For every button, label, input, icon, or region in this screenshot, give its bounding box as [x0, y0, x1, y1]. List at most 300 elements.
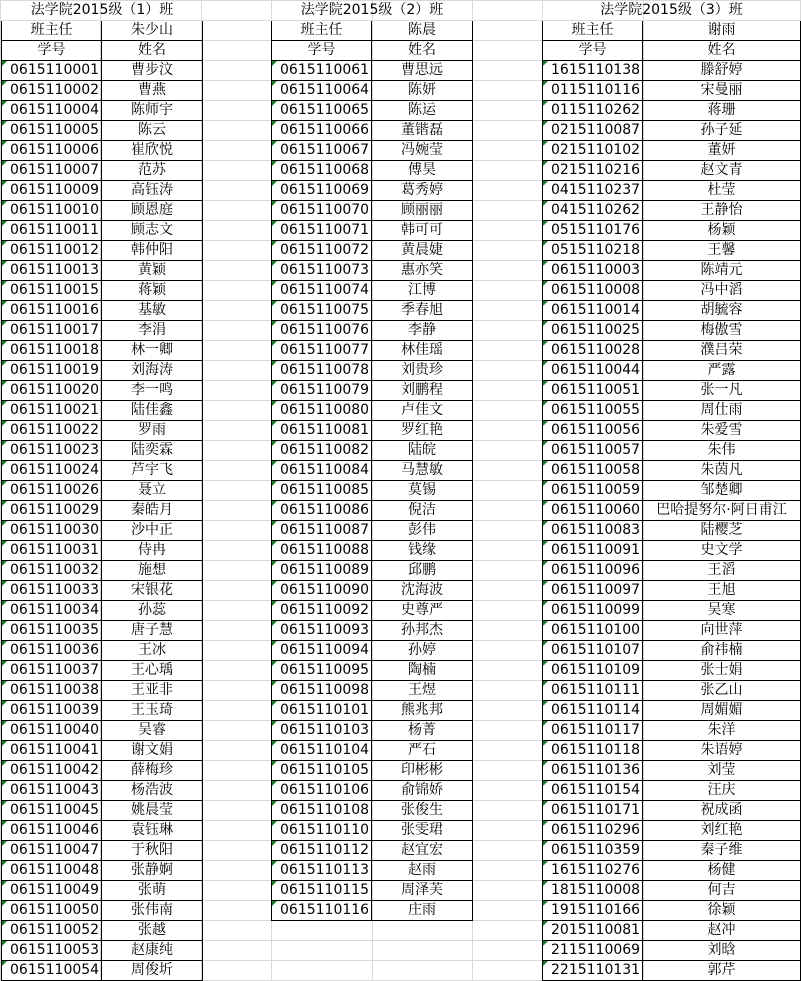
student-id-cell[interactable]: 0615110071	[272, 221, 372, 241]
student-id-cell[interactable]: 0615110072	[272, 241, 372, 261]
student-name-cell[interactable]: 陆佳鑫	[102, 401, 203, 421]
student-id-cell[interactable]: 0615110013	[2, 261, 102, 281]
table-row	[2, 421, 203, 441]
student-name-cell[interactable]: 熊兆邦	[372, 701, 473, 721]
student-name-cell[interactable]: 马慧敏	[372, 461, 473, 481]
student-name-cell[interactable]: 张俊生	[372, 801, 473, 821]
student-name-cell[interactable]: 张静婀	[102, 861, 203, 881]
student-id-cell[interactable]: 0615110136	[543, 761, 643, 781]
student-id-cell[interactable]: 0615110048	[2, 861, 102, 881]
student-id-cell[interactable]: 0615110050	[2, 901, 102, 921]
student-name-cell[interactable]: 王静怡	[643, 201, 801, 221]
student-id-cell[interactable]: 0615110015	[2, 281, 102, 301]
student-name-cell[interactable]: 印彬彬	[372, 761, 473, 781]
student-id-cell[interactable]: 0615110114	[543, 701, 643, 721]
student-name-cell[interactable]: 孙婷	[372, 641, 473, 661]
student-name-cell[interactable]: 陆皖	[372, 441, 473, 461]
table-row	[2, 241, 203, 261]
student-name-cell[interactable]: 刘莹	[643, 761, 801, 781]
student-id-cell[interactable]: 0615110052	[2, 921, 102, 941]
student-name-cell[interactable]: 赵文青	[643, 161, 801, 181]
student-id-cell[interactable]: 0615110096	[543, 561, 643, 581]
student-id-cell[interactable]: 0615110016	[2, 301, 102, 321]
student-name-cell[interactable]: 郭芹	[643, 961, 801, 981]
student-id-cell[interactable]: 0615110012	[2, 241, 102, 261]
student-name-cell[interactable]: 刘贵珍	[372, 361, 473, 381]
student-name-cell[interactable]: 季春旭	[372, 301, 473, 321]
student-id-cell[interactable]: 0615110110	[272, 821, 372, 841]
student-name-cell[interactable]: 朱伟	[643, 441, 801, 461]
student-id-cell[interactable]: 0615110018	[2, 341, 102, 361]
student-id-cell[interactable]: 0615110039	[2, 701, 102, 721]
student-name-cell[interactable]: 崔欣悦	[102, 141, 203, 161]
student-id-cell[interactable]: 0615110083	[543, 521, 643, 541]
student-name-cell[interactable]: 秦子维	[643, 841, 801, 861]
student-id-cell[interactable]: 0615110103	[272, 721, 372, 741]
student-id-cell[interactable]: 0615110067	[272, 141, 372, 161]
student-id-cell[interactable]: 0615110082	[272, 441, 372, 461]
student-id-cell[interactable]: 0615110097	[543, 581, 643, 601]
student-id-cell[interactable]: 0615110084	[272, 461, 372, 481]
student-name-cell[interactable]: 陈妍	[372, 81, 473, 101]
student-name-cell[interactable]: 于秋阳	[102, 841, 203, 861]
student-name-cell[interactable]: 邹楚卿	[643, 481, 801, 501]
student-id-cell[interactable]: 0615110087	[272, 521, 372, 541]
student-name-cell[interactable]: 罗红艳	[372, 421, 473, 441]
student-name-cell[interactable]: 巴哈提努尔·阿日甫江	[643, 501, 801, 521]
table-row	[543, 241, 801, 261]
student-name-cell[interactable]: 庄雨	[372, 901, 473, 921]
student-id-cell[interactable]: 0615110068	[272, 161, 372, 181]
student-name-cell[interactable]: 韩可可	[372, 221, 473, 241]
student-name-cell[interactable]: 薛梅珍	[102, 761, 203, 781]
student-id-cell[interactable]: 0615110074	[272, 281, 372, 301]
student-id-cell[interactable]: 0615110034	[2, 601, 102, 621]
student-name-cell[interactable]: 向世萍	[643, 621, 801, 641]
student-id-cell[interactable]: 0615110073	[272, 261, 372, 281]
student-id-cell[interactable]: 0615110019	[2, 361, 102, 381]
student-id-cell[interactable]: 1815110008	[543, 881, 643, 901]
student-name-cell[interactable]: 姚晨莹	[102, 801, 203, 821]
student-name-cell[interactable]: 刘鹏程	[372, 381, 473, 401]
teacher-name[interactable]: 谢雨	[643, 21, 801, 41]
student-name-cell[interactable]: 侍冉	[102, 541, 203, 561]
student-name-cell[interactable]: 赵雨	[372, 861, 473, 881]
student-name-cell[interactable]: 莫锡	[372, 481, 473, 501]
student-id-cell[interactable]: 0615110112	[272, 841, 372, 861]
student-name-cell[interactable]: 周俊圻	[102, 961, 203, 981]
student-id-cell[interactable]: 0615110023	[2, 441, 102, 461]
student-id-cell[interactable]: 0615110026	[2, 481, 102, 501]
table-row	[2, 961, 203, 981]
student-id-cell[interactable]: 0615110004	[2, 101, 102, 121]
student-name-cell[interactable]: 张一凡	[643, 381, 801, 401]
student-name-cell[interactable]: 周泽芙	[372, 881, 473, 901]
student-name-cell[interactable]: 罗雨	[102, 421, 203, 441]
student-name-cell[interactable]: 赵康纯	[102, 941, 203, 961]
student-name-cell[interactable]: 曹燕	[102, 81, 203, 101]
student-name-cell[interactable]: 林佳瑶	[372, 341, 473, 361]
student-name-cell[interactable]: 顾丽丽	[372, 201, 473, 221]
student-id-cell[interactable]: 0615110094	[272, 641, 372, 661]
student-name-cell[interactable]: 韩仲阳	[102, 241, 203, 261]
student-id-cell[interactable]: 0615110025	[543, 321, 643, 341]
student-name-cell[interactable]: 董妍	[643, 141, 801, 161]
student-id-cell[interactable]: 0615110080	[272, 401, 372, 421]
student-name-cell[interactable]: 陶楠	[372, 661, 473, 681]
table-row	[272, 241, 473, 261]
student-name-cell[interactable]: 王亚非	[102, 681, 203, 701]
student-name-cell[interactable]: 董锴磊	[372, 121, 473, 141]
student-id-cell[interactable]: 0615110011	[2, 221, 102, 241]
student-name-cell[interactable]: 杨健	[643, 861, 801, 881]
student-id-cell[interactable]: 0615110043	[2, 781, 102, 801]
student-name-cell[interactable]: 王玉琦	[102, 701, 203, 721]
student-name-cell[interactable]: 俞祎楠	[643, 641, 801, 661]
student-name-cell[interactable]: 沈海波	[372, 581, 473, 601]
student-name-cell[interactable]: 陈运	[372, 101, 473, 121]
table-row	[2, 921, 203, 941]
student-name-cell[interactable]: 冯中滔	[643, 281, 801, 301]
student-name-cell[interactable]: 严露	[643, 361, 801, 381]
student-name-cell[interactable]: 芦宇飞	[102, 461, 203, 481]
student-id-cell[interactable]: 0615110046	[2, 821, 102, 841]
student-id-cell[interactable]: 0215110087	[543, 121, 643, 141]
student-name-cell[interactable]: 周仕雨	[643, 401, 801, 421]
student-name-cell[interactable]: 陈云	[102, 121, 203, 141]
student-id-cell[interactable]: 2115110069	[543, 941, 643, 961]
student-id-cell[interactable]: 0615110116	[272, 901, 372, 921]
student-id-cell[interactable]: 0615110001	[2, 61, 102, 81]
student-id-cell[interactable]: 1915110166	[543, 901, 643, 921]
student-id-cell[interactable]: 0615110070	[272, 201, 372, 221]
student-name-cell[interactable]: 周媚媚	[643, 701, 801, 721]
student-name-cell[interactable]: 何吉	[643, 881, 801, 901]
student-id-cell[interactable]: 0615110009	[2, 181, 102, 201]
student-id-cell[interactable]: 0615110077	[272, 341, 372, 361]
student-name-cell[interactable]: 孙蕊	[102, 601, 203, 621]
student-id-cell[interactable]: 0415110262	[543, 201, 643, 221]
student-name-cell[interactable]: 宋银花	[102, 581, 203, 601]
student-name-cell[interactable]: 严石	[372, 741, 473, 761]
student-name-cell[interactable]: 李涓	[102, 321, 203, 341]
student-name-cell[interactable]: 倪洁	[372, 501, 473, 521]
student-name-cell[interactable]: 杨浩波	[102, 781, 203, 801]
student-id-cell[interactable]: 0615110007	[2, 161, 102, 181]
student-name-cell[interactable]: 范苏	[102, 161, 203, 181]
student-id-cell[interactable]: 0615110088	[272, 541, 372, 561]
student-id-cell[interactable]: 0615110085	[272, 481, 372, 501]
student-name-cell[interactable]: 胡毓容	[643, 301, 801, 321]
student-name-cell[interactable]: 黄晨婕	[372, 241, 473, 261]
student-id-cell[interactable]: 1615110276	[543, 861, 643, 881]
student-id-cell[interactable]: 0615110035	[2, 621, 102, 641]
student-name-cell[interactable]: 曹步汶	[102, 61, 203, 81]
student-id-cell[interactable]: 0615110056	[543, 421, 643, 441]
student-name-cell[interactable]: 赵宜宏	[372, 841, 473, 861]
student-id-cell[interactable]: 0615110066	[272, 121, 372, 141]
student-name-cell[interactable]: 宋曼丽	[643, 81, 801, 101]
student-id-cell[interactable]: 0615110118	[543, 741, 643, 761]
table-row	[2, 181, 203, 201]
table-row	[543, 281, 801, 301]
student-id-cell[interactable]: 0115110262	[543, 101, 643, 121]
student-id-cell[interactable]: 0615110008	[543, 281, 643, 301]
student-name-cell[interactable]: 李一鸣	[102, 381, 203, 401]
student-id-cell[interactable]: 0615110010	[2, 201, 102, 221]
table-row	[543, 481, 801, 501]
student-id-cell[interactable]: 0615110091	[543, 541, 643, 561]
student-name-cell[interactable]: 孙邦杰	[372, 621, 473, 641]
student-name-cell[interactable]: 顾恩庭	[102, 201, 203, 221]
student-name-cell[interactable]: 秦皓月	[102, 501, 203, 521]
student-id-cell[interactable]: 0615110038	[2, 681, 102, 701]
student-name-cell[interactable]: 王滔	[643, 561, 801, 581]
student-name-cell[interactable]: 邱鹏	[372, 561, 473, 581]
student-id-cell[interactable]: 0415110237	[543, 181, 643, 201]
student-name-cell[interactable]: 李静	[372, 321, 473, 341]
student-name-cell[interactable]: 王馨	[643, 241, 801, 261]
student-id-cell[interactable]: 0615110115	[272, 881, 372, 901]
column-header-row	[272, 41, 473, 61]
student-id-cell[interactable]: 0615110057	[543, 441, 643, 461]
student-id-cell[interactable]: 0615110296	[543, 821, 643, 841]
student-id-cell[interactable]: 0615110093	[272, 621, 372, 641]
student-id-cell[interactable]: 0615110065	[272, 101, 372, 121]
table-row	[272, 641, 473, 661]
student-id-cell[interactable]: 0615110006	[2, 141, 102, 161]
student-id-cell[interactable]: 0615110054	[2, 961, 102, 981]
student-id-cell[interactable]: 0615110031	[2, 541, 102, 561]
student-name-cell[interactable]: 赵冲	[643, 921, 801, 941]
student-id-cell[interactable]: 2015110081	[543, 921, 643, 941]
student-name-cell[interactable]: 史文学	[643, 541, 801, 561]
student-name-cell[interactable]: 史尊严	[372, 601, 473, 621]
student-id-cell[interactable]: 0615110109	[543, 661, 643, 681]
student-name-cell[interactable]: 张乙山	[643, 681, 801, 701]
teacher-name[interactable]: 朱少山	[102, 21, 203, 41]
teacher-label: 班主任	[543, 21, 643, 41]
student-name-cell[interactable]: 孙子延	[643, 121, 801, 141]
student-name-cell[interactable]: 唐子慧	[102, 621, 203, 641]
student-name-cell[interactable]: 王心瑀	[102, 661, 203, 681]
student-name-cell[interactable]: 濮吕荣	[643, 341, 801, 361]
student-id-cell[interactable]: 0615110098	[272, 681, 372, 701]
student-name-cell[interactable]: 徐颖	[643, 901, 801, 921]
student-name-cell[interactable]: 陈师宇	[102, 101, 203, 121]
student-name-cell[interactable]: 施想	[102, 561, 203, 581]
student-name-cell[interactable]: 高钰涛	[102, 181, 203, 201]
student-name-cell[interactable]: 王冰	[102, 641, 203, 661]
student-name-cell[interactable]: 江博	[372, 281, 473, 301]
student-id-cell[interactable]: 0615110044	[543, 361, 643, 381]
student-name-cell[interactable]: 黄颖	[102, 261, 203, 281]
student-name-cell[interactable]: 杜莹	[643, 181, 801, 201]
student-id-cell[interactable]: 0215110216	[543, 161, 643, 181]
student-id-cell[interactable]: 0615110017	[2, 321, 102, 341]
student-id-cell[interactable]: 0615110099	[543, 601, 643, 621]
student-id-cell[interactable]: 0615110037	[2, 661, 102, 681]
student-id-cell[interactable]: 0615110069	[272, 181, 372, 201]
table-row	[543, 721, 801, 741]
student-name-cell[interactable]: 朱爱雪	[643, 421, 801, 441]
student-name-cell[interactable]: 俞锦娇	[372, 781, 473, 801]
student-name-cell[interactable]: 林一卿	[102, 341, 203, 361]
student-id-cell[interactable]: 0615110105	[272, 761, 372, 781]
student-id-cell[interactable]: 0615110003	[543, 261, 643, 281]
student-id-cell[interactable]: 0615110090	[272, 581, 372, 601]
student-name-cell[interactable]: 聂立	[102, 481, 203, 501]
student-name-cell[interactable]: 曹思远	[372, 61, 473, 81]
student-name-cell[interactable]: 傅昊	[372, 161, 473, 181]
student-id-cell[interactable]: 0615110060	[543, 501, 643, 521]
student-id-cell[interactable]: 0615110107	[543, 641, 643, 661]
student-id-cell[interactable]: 0615110106	[272, 781, 372, 801]
student-name-cell[interactable]: 谢文娟	[102, 741, 203, 761]
student-name-cell[interactable]: 陆奕霖	[102, 441, 203, 461]
table-row	[543, 261, 801, 281]
student-id-cell[interactable]: 0615110053	[2, 941, 102, 961]
student-name-cell[interactable]: 蒋颖	[102, 281, 203, 301]
student-id-cell[interactable]: 0615110045	[2, 801, 102, 821]
student-id-cell[interactable]: 0615110047	[2, 841, 102, 861]
student-id-cell[interactable]: 0515110176	[543, 221, 643, 241]
student-id-cell[interactable]: 0615110002	[2, 81, 102, 101]
student-name-cell[interactable]: 袁钰琳	[102, 821, 203, 841]
student-id-cell[interactable]: 0615110111	[543, 681, 643, 701]
class-1-roster	[1, 0, 203, 981]
student-id-cell[interactable]: 0615110101	[272, 701, 372, 721]
student-id-cell[interactable]: 0615110014	[543, 301, 643, 321]
student-id-cell[interactable]: 0615110089	[272, 561, 372, 581]
student-id-cell[interactable]: 0615110055	[543, 401, 643, 421]
student-name-cell[interactable]: 彭伟	[372, 521, 473, 541]
student-id-cell[interactable]: 0615110059	[543, 481, 643, 501]
student-name-cell[interactable]: 朱语婷	[643, 741, 801, 761]
student-id-cell[interactable]: 0615110061	[272, 61, 372, 81]
student-id-cell[interactable]: 0615110092	[272, 601, 372, 621]
student-name-cell[interactable]: 葛秀婷	[372, 181, 473, 201]
student-name-cell[interactable]: 卢佳文	[372, 401, 473, 421]
student-name-cell[interactable]: 刘红艳	[643, 821, 801, 841]
table-row	[543, 501, 801, 521]
student-name-cell[interactable]: 张萌	[102, 881, 203, 901]
student-id-cell[interactable]: 0615110108	[272, 801, 372, 821]
student-name-cell[interactable]: 杨菁	[372, 721, 473, 741]
student-id-cell[interactable]: 0615110030	[2, 521, 102, 541]
table-row	[272, 381, 473, 401]
student-name-cell[interactable]: 吴睿	[102, 721, 203, 741]
student-name-cell[interactable]: 钱缘	[372, 541, 473, 561]
student-id-cell[interactable]: 0615110024	[2, 461, 102, 481]
student-name-cell[interactable]: 朱洋	[643, 721, 801, 741]
student-name-cell[interactable]: 梅傲雪	[643, 321, 801, 341]
student-id-cell[interactable]: 0615110020	[2, 381, 102, 401]
student-name-cell[interactable]: 冯婉莹	[372, 141, 473, 161]
student-name-cell[interactable]: 王旭	[643, 581, 801, 601]
student-name-cell[interactable]: 刘晗	[643, 941, 801, 961]
student-id-cell[interactable]: 0615110032	[2, 561, 102, 581]
student-name-cell[interactable]: 汪庆	[643, 781, 801, 801]
table-row	[272, 321, 473, 341]
table-row	[543, 701, 801, 721]
student-id-cell[interactable]: 0615110036	[2, 641, 102, 661]
student-id-cell[interactable]: 0615110113	[272, 861, 372, 881]
student-name-cell[interactable]: 陆樱芝	[643, 521, 801, 541]
student-id-cell[interactable]: 0615110075	[272, 301, 372, 321]
student-id-cell[interactable]: 0615110058	[543, 461, 643, 481]
table-row	[272, 601, 473, 621]
table-row	[2, 561, 203, 581]
student-id-cell[interactable]: 0615110171	[543, 801, 643, 821]
student-id-cell[interactable]: 1615110138	[543, 61, 643, 81]
student-id-cell[interactable]: 2215110131	[543, 961, 643, 981]
student-id-cell[interactable]: 0615110028	[543, 341, 643, 361]
student-name-cell[interactable]: 张越	[102, 921, 203, 941]
student-id-cell[interactable]: 0615110042	[2, 761, 102, 781]
student-id-cell[interactable]: 0615110154	[543, 781, 643, 801]
student-name-cell[interactable]: 顾志文	[102, 221, 203, 241]
teacher-name[interactable]: 陈晨	[372, 21, 473, 41]
student-id-cell[interactable]: 0615110040	[2, 721, 102, 741]
student-id-cell[interactable]: 0615110076	[272, 321, 372, 341]
table-row	[543, 581, 801, 601]
student-name-cell[interactable]: 滕舒婷	[643, 61, 801, 81]
student-id-cell[interactable]: 0615110005	[2, 121, 102, 141]
student-name-cell[interactable]: 吴寒	[643, 601, 801, 621]
table-row	[2, 81, 203, 101]
student-id-cell[interactable]: 0615110022	[2, 421, 102, 441]
student-id-cell[interactable]: 0615110051	[543, 381, 643, 401]
class-2-table	[271, 0, 473, 921]
student-name-cell[interactable]: 沙中正	[102, 521, 203, 541]
class-2-roster	[271, 0, 473, 921]
student-name-cell[interactable]: 基敏	[102, 301, 203, 321]
student-id-cell[interactable]: 0215110102	[543, 141, 643, 161]
student-name-cell[interactable]: 张雯珺	[372, 821, 473, 841]
student-id-cell[interactable]: 0615110078	[272, 361, 372, 381]
student-name-cell[interactable]: 王煜	[372, 681, 473, 701]
table-row	[2, 881, 203, 901]
student-name-cell[interactable]: 蒋珊	[643, 101, 801, 121]
student-id-cell[interactable]: 0615110029	[2, 501, 102, 521]
student-id-cell[interactable]: 0515110218	[543, 241, 643, 261]
student-id-cell[interactable]: 0615110064	[272, 81, 372, 101]
student-id-cell[interactable]: 0615110021	[2, 401, 102, 421]
student-id-cell[interactable]: 0615110117	[543, 721, 643, 741]
student-id-cell[interactable]: 0615110095	[272, 661, 372, 681]
table-row	[2, 101, 203, 121]
student-id-cell[interactable]: 0115110116	[543, 81, 643, 101]
student-name-cell[interactable]: 张士娟	[643, 661, 801, 681]
student-name-cell[interactable]: 祝成函	[643, 801, 801, 821]
student-id-cell[interactable]: 0615110081	[272, 421, 372, 441]
student-id-cell[interactable]: 0615110100	[543, 621, 643, 641]
student-id-cell[interactable]: 0615110104	[272, 741, 372, 761]
student-name-cell[interactable]: 朱茵凡	[643, 461, 801, 481]
student-name-cell[interactable]: 张伟南	[102, 901, 203, 921]
student-id-cell[interactable]: 0615110079	[272, 381, 372, 401]
student-id-cell[interactable]: 0615110041	[2, 741, 102, 761]
student-name-cell[interactable]: 刘海涛	[102, 361, 203, 381]
student-name-cell[interactable]: 陈靖元	[643, 261, 801, 281]
student-id-cell[interactable]: 0615110049	[2, 881, 102, 901]
student-name-cell[interactable]: 惠亦笑	[372, 261, 473, 281]
student-id-cell[interactable]: 0615110033	[2, 581, 102, 601]
student-id-cell[interactable]: 0615110359	[543, 841, 643, 861]
student-name-cell[interactable]: 杨颖	[643, 221, 801, 241]
student-id-cell[interactable]: 0615110086	[272, 501, 372, 521]
